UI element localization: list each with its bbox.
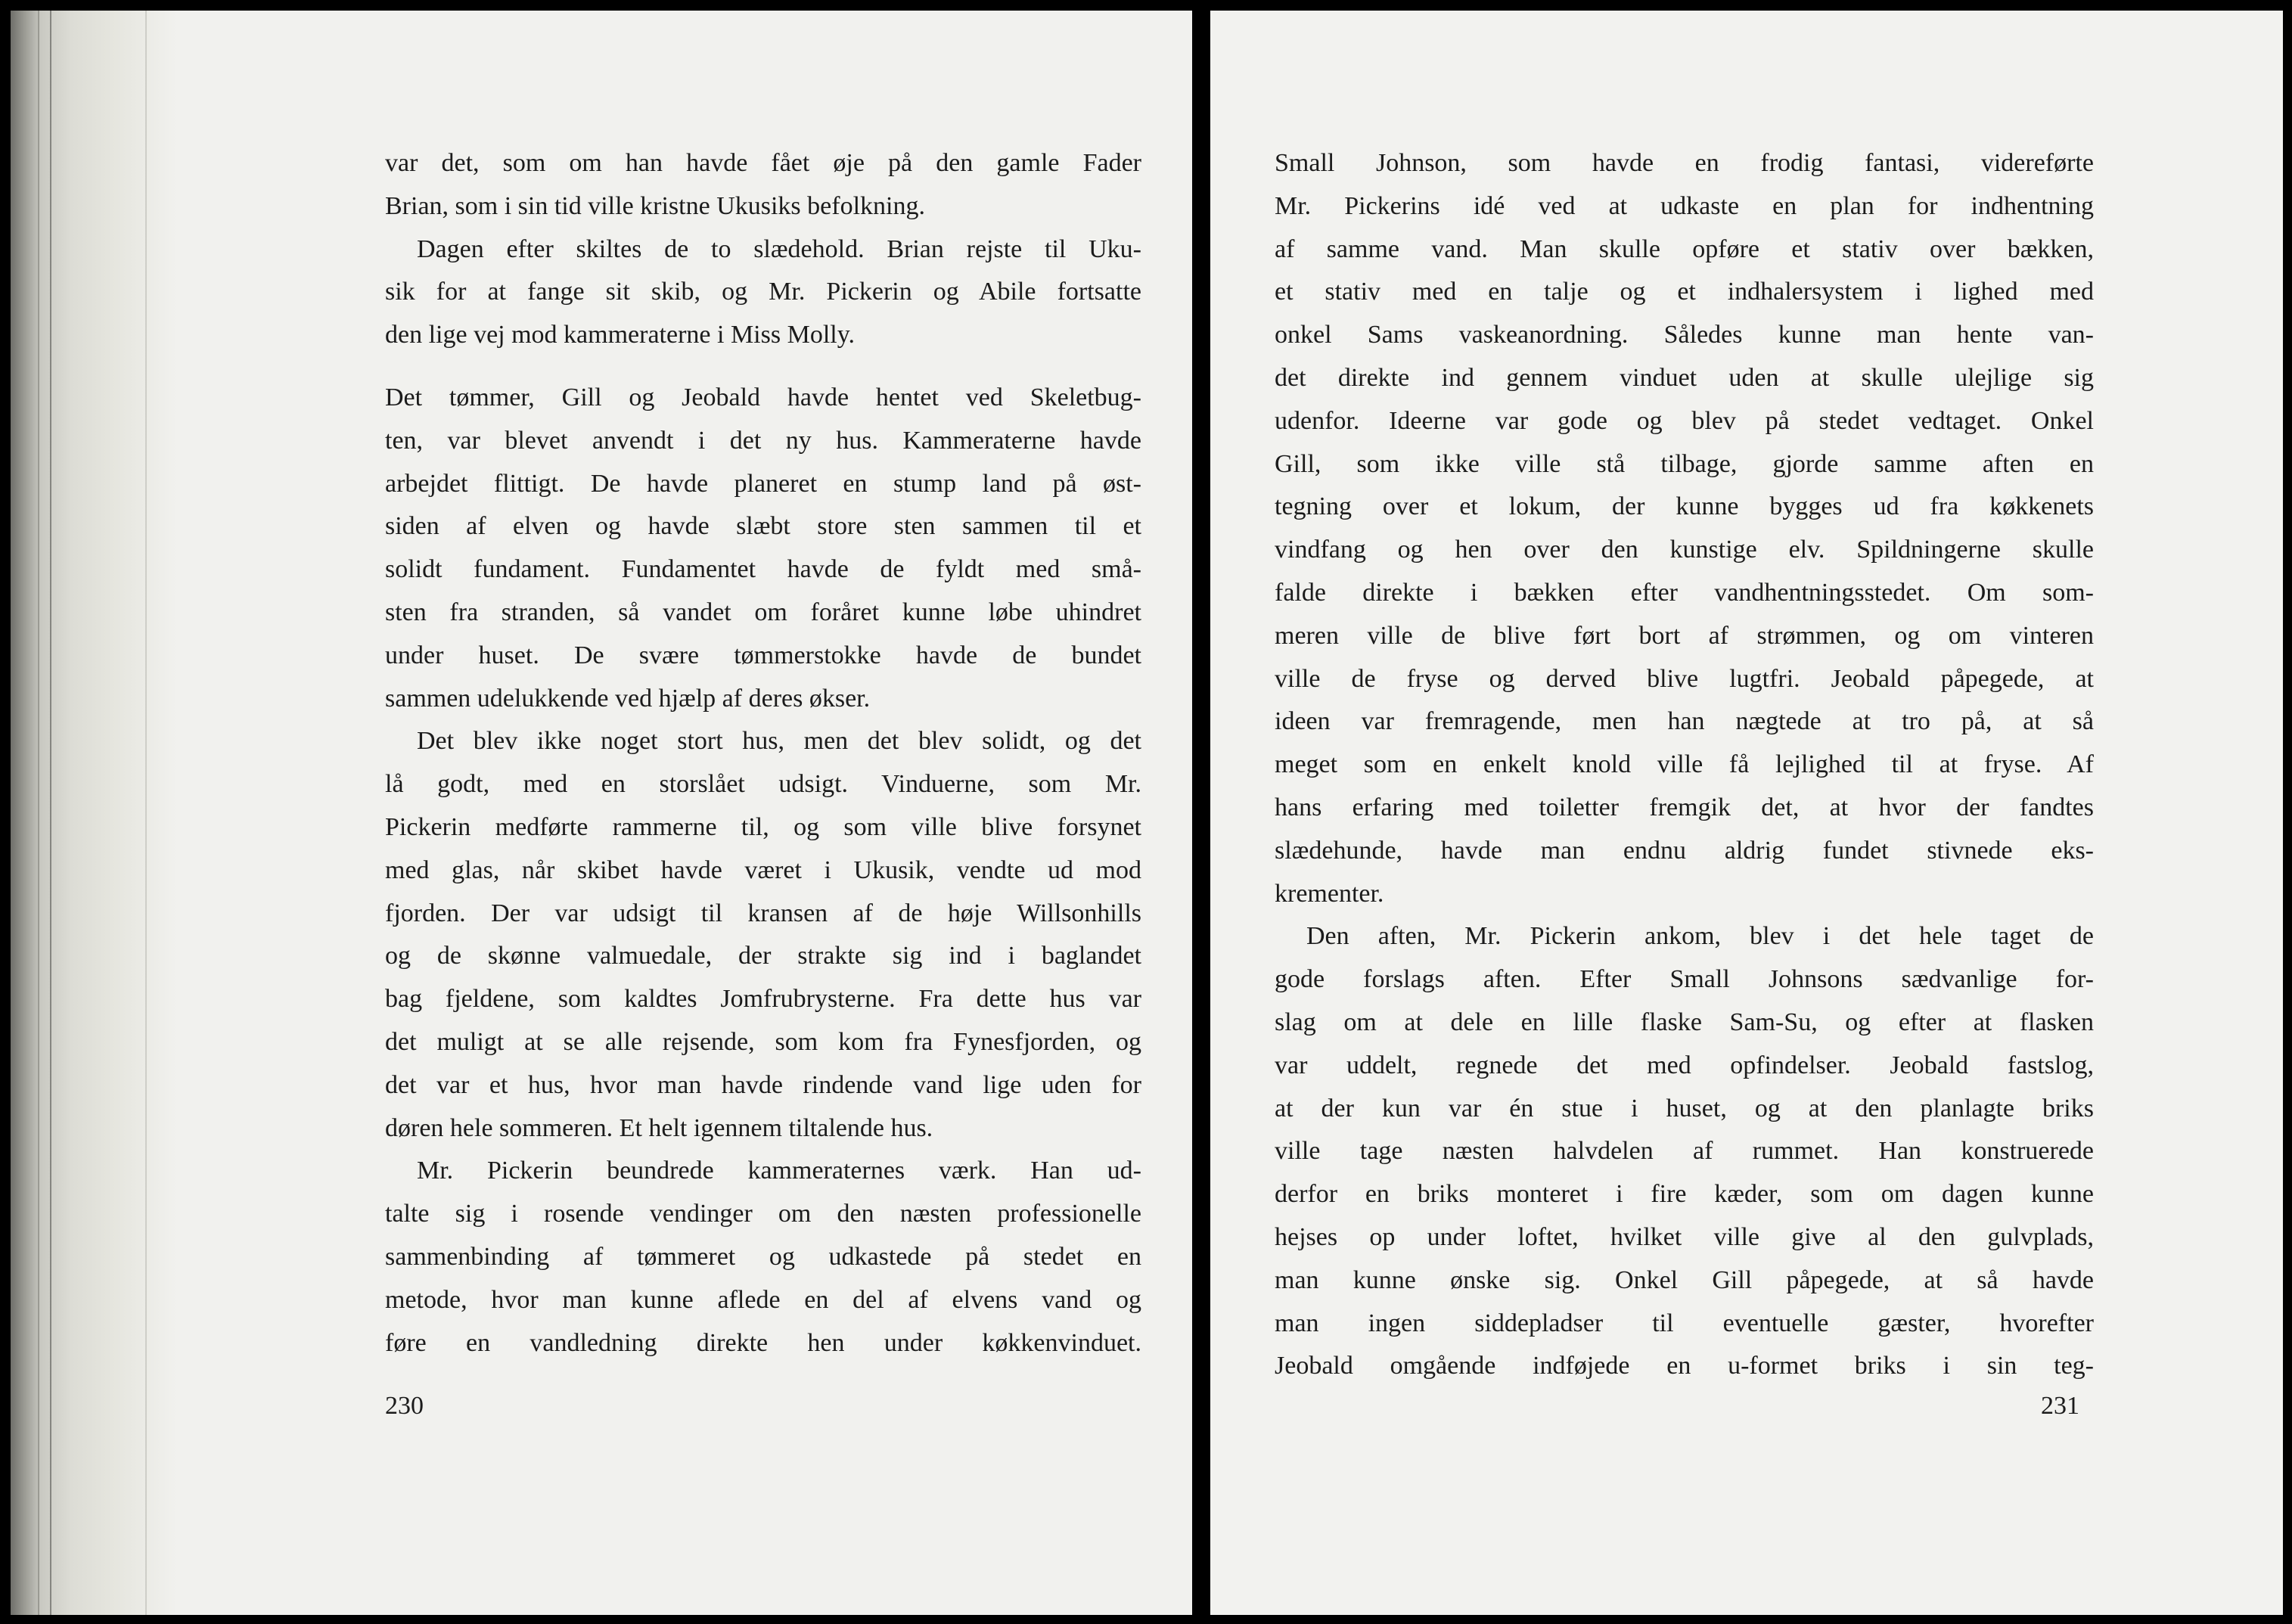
text-line: døren hele sommeren. Et helt igennem tiltalende hus. — [385, 1113, 933, 1142]
text-line: derfor en briks monteret i fire kæder, som om dagen kunne — [1275, 1180, 2094, 1209]
text-line: vindfang og hen over den kunstige elv. Spildningerne skulle — [1275, 536, 2094, 564]
text-line: det var et hus, hvor man havde rindende vand lige uden for — [385, 1070, 1141, 1099]
text-line: Det tømmer, Gill og Jeobald havde hentet ved Skeletbug- — [385, 383, 1141, 411]
text-line: hejses op under loftet, hvilket ville give al den gulvplads, — [1275, 1222, 2094, 1251]
page-number: 231 — [2041, 1392, 2079, 1420]
paragraph — [385, 720, 1141, 1150]
book-binding-edge — [11, 11, 177, 1615]
paragraph — [385, 1150, 1141, 1365]
text-line: den lige vej mod kammeraterne i Miss Molly. — [385, 321, 855, 349]
text-line: ville tage næsten halvdelen af rummet. Han konstruerede — [1275, 1137, 2094, 1166]
text-line: sammenbinding af tømmeret og udkastede på stedet en — [385, 1242, 1141, 1271]
text-line: Den aften, Mr. Pickerin ankom, blev i det hele taget de — [1306, 922, 2094, 951]
right-page — [1210, 11, 2283, 1615]
text-line: Mr. Pickerins idé ved at udkaste en plan for indhentning — [1275, 191, 2094, 220]
text-line: meget som en enkelt knold ville få lejlighed til at fryse. Af — [1275, 750, 2094, 779]
text-line: falde direkte i bækken efter vandhentningsstedet. Om som- — [1275, 578, 2094, 607]
text-line: sten fra stranden, så vandet om foråret kunne løbe uhindret — [385, 598, 1141, 626]
text-line: tegning over et lokum, der kunne bygges ud fra køkkenets — [1275, 492, 2094, 521]
text-line: Small Johnson, som havde en frodig fantasi, videreførte — [1275, 149, 2094, 177]
text-line: hans erfaring med toiletter fremgik det, at hvor der fandtes — [1275, 793, 2094, 821]
text-line: at der kun var én stue i huset, og at den planlagte briks — [1275, 1094, 2094, 1123]
text-line: ideen var fremragende, men han nægtede at tro på, at så — [1275, 707, 2094, 736]
page-edge-line — [145, 11, 147, 1615]
text-line: under huset. De svære tømmerstokke havde de bundet — [385, 641, 1141, 669]
text-line: onkel Sams vaskeanordning. Således kunne man hente van- — [1275, 321, 2094, 349]
right-page-body-text — [1275, 142, 2094, 1388]
text-line: krementer. — [1275, 879, 1384, 908]
text-line: fjorden. Der var udsigt til kransen af de høje Willsonhills — [385, 899, 1141, 927]
text-line: gode forslags aften. Efter Small Johnsons sædvanlige for- — [1275, 965, 2094, 994]
text-line: sik for at fange sit skib, og Mr. Pickerin og Abile fortsatte — [385, 278, 1141, 306]
text-line: slædehunde, havde man endnu aldrig fundet stivnede eks- — [1275, 836, 2094, 865]
text-line: et stativ med en talje og et indhalersystem i lighed med — [1275, 278, 2094, 306]
text-line: meren ville de blive ført bort af strømmen, og om vinteren — [1275, 621, 2094, 650]
paragraph — [385, 377, 1141, 720]
paragraph — [385, 142, 1141, 228]
text-line: var uddelt, regnede det med opfindelser. Jeobald fastslog, — [1275, 1051, 2094, 1079]
text-line: Brian, som i sin tid ville kristne Ukusiks befolkning. — [385, 191, 925, 220]
text-line: siden af elven og havde slæbt store sten sammen til et — [385, 512, 1141, 541]
text-line: Mr. Pickerin beundrede kammeraternes værk. Han ud- — [417, 1157, 1141, 1185]
text-line: med glas, når skibet havde været i Ukusik, vendte ud mod — [385, 855, 1141, 884]
text-line: udenfor. Ideerne var gode og blev på stedet vedtaget. Onkel — [1275, 406, 2094, 435]
text-line: Pickerin medførte rammerne til, og som ville blive forsynet — [385, 812, 1141, 841]
text-line: sammen udelukkende ved hjælp af deres økser. — [385, 684, 871, 713]
left-page-body-text — [385, 142, 1141, 1365]
text-line: lå godt, med en storslået udsigt. Vinduerne, som Mr. — [385, 770, 1141, 799]
text-line: af samme vand. Man skulle opføre et stativ over bækken, — [1275, 234, 2094, 263]
page-edge-line — [38, 11, 39, 1615]
text-line: man kunne ønske sig. Onkel Gill påpegede, at så havde — [1275, 1265, 2094, 1294]
text-line: Det blev ikke noget stort hus, men det blev solidt, og det — [417, 727, 1141, 756]
text-line: slag om at dele en lille flaske Sam-Su, og efter at flasken — [1275, 1008, 2094, 1036]
text-line: føre en vandledning direkte hen under køkkenvinduet. — [385, 1328, 1141, 1357]
page-edge-line — [50, 11, 51, 1615]
text-line: Dagen efter skiltes de to slædehold. Brian rejste til Uku- — [417, 234, 1141, 263]
text-line: talte sig i rosende vendinger om den næsten professionelle — [385, 1200, 1141, 1228]
left-page — [11, 11, 1192, 1615]
paragraph — [1275, 915, 2094, 1388]
text-line: det direkte ind gennem vinduet uden at skulle ulejlige sig — [1275, 363, 2094, 392]
text-line: arbejdet flittigt. De havde planeret en stump land på øst- — [385, 469, 1141, 498]
paragraph — [1275, 142, 2094, 915]
paragraph — [385, 228, 1141, 357]
text-line: bag fjeldene, som kaldtes Jomfrubrysterne. Fra dette hus var — [385, 985, 1141, 1014]
text-line: ten, var blevet anvendt i det ny hus. Kammeraterne havde — [385, 426, 1141, 455]
text-line: det muligt at se alle rejsende, som kom fra Fynesfjorden, og — [385, 1027, 1141, 1056]
text-line: metode, hvor man kunne aflede en del af elvens vand og — [385, 1285, 1141, 1314]
page-number: 230 — [385, 1392, 424, 1420]
text-line: og de skønne valmuedale, der strakte sig ind i baglandet — [385, 942, 1141, 970]
text-line: man ingen siddepladser til eventuelle gæster, hvorefter — [1275, 1309, 2094, 1337]
text-line: var det, som om han havde fået øje på den gamle Fader — [385, 149, 1141, 177]
text-line: Jeobald omgående indføjede en u-formet briks i sin teg- — [1275, 1352, 2094, 1380]
text-line: Gill, som ikke ville stå tilbage, gjorde samme aften en — [1275, 449, 2094, 478]
text-line: solidt fundament. Fundamentet havde de fyldt med små- — [385, 555, 1141, 584]
text-line: ville de fryse og derved blive lugtfri. Jeobald påpegede, at — [1275, 664, 2094, 693]
